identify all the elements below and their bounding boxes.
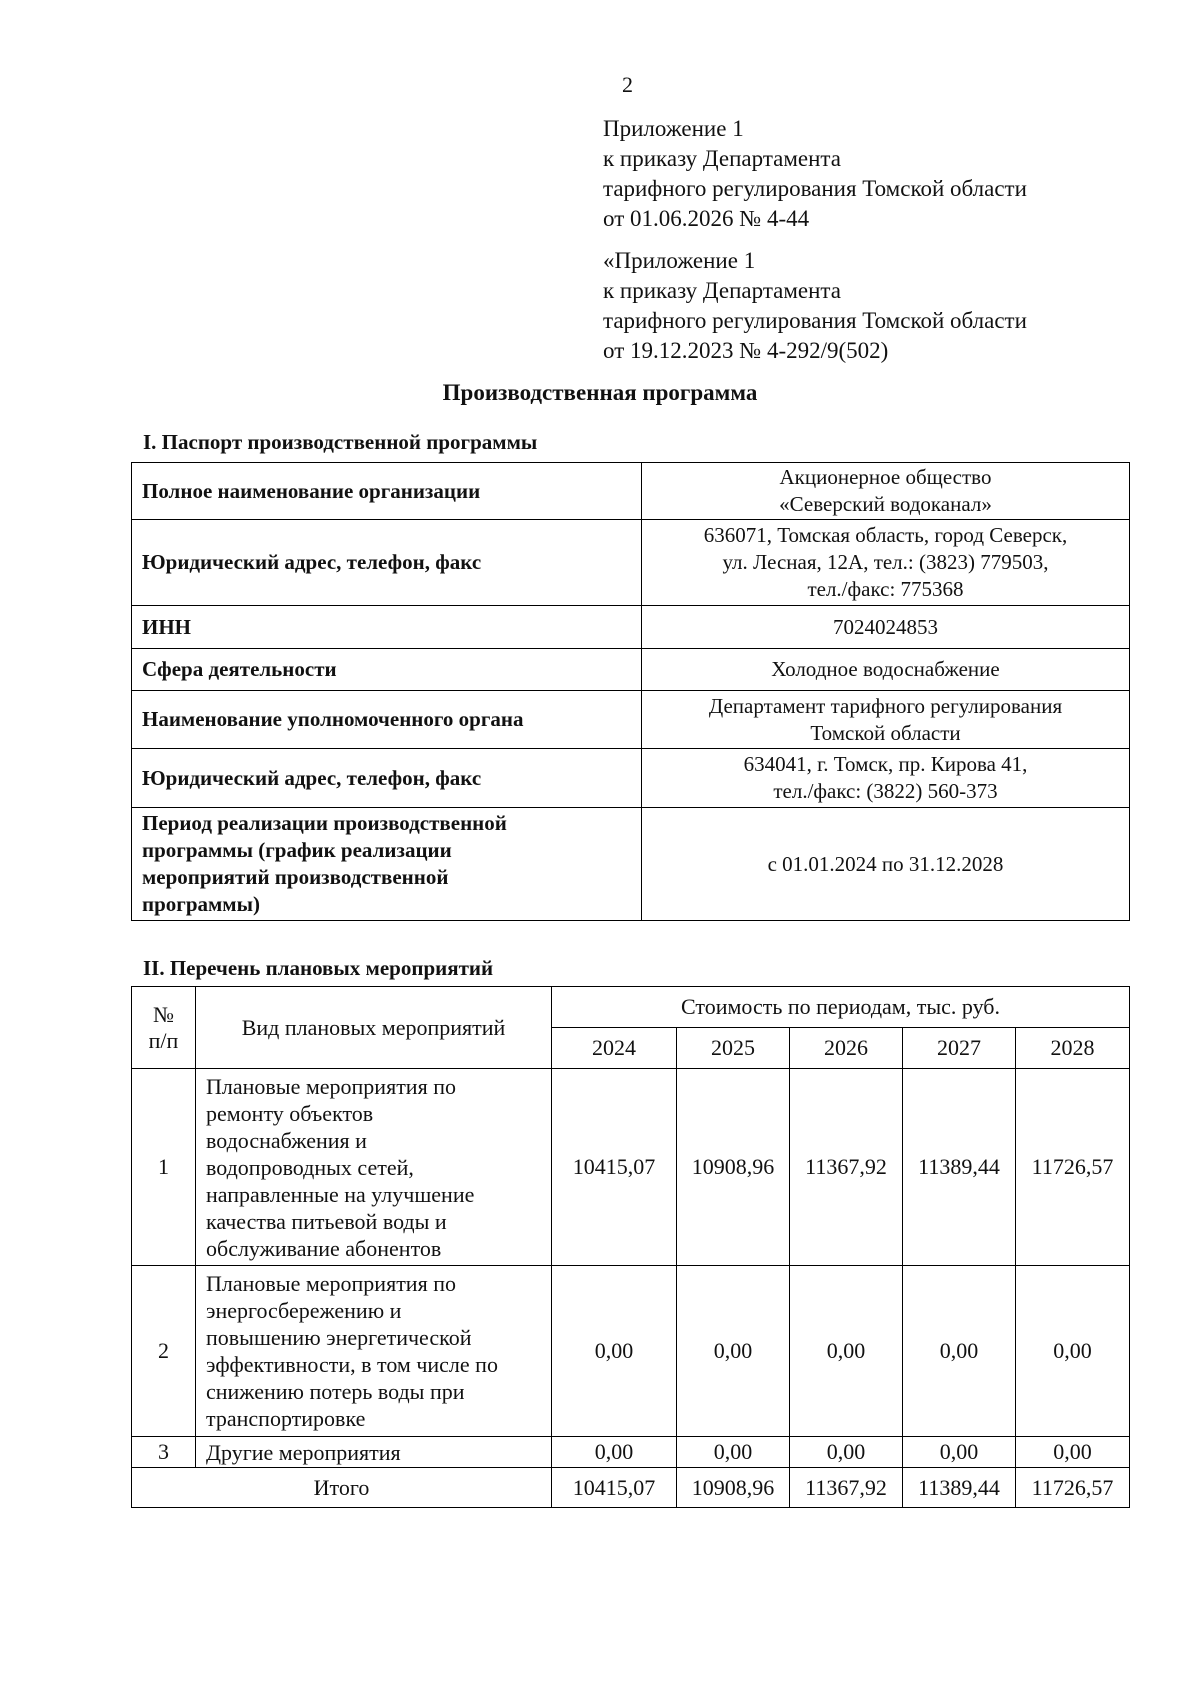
- table-row: [132, 1437, 1130, 1468]
- row-value: 10415,07: [552, 1069, 677, 1266]
- row-value: 11726,57: [1016, 1069, 1130, 1266]
- table-row: [132, 1069, 1130, 1266]
- total-value: 11389,44: [903, 1468, 1016, 1508]
- row-value: 0,00: [1016, 1266, 1130, 1437]
- passport-row: [132, 606, 1130, 649]
- passport-value-line: Холодное водоснабжение: [771, 657, 1000, 681]
- passport-label-line: программы (график реализации: [142, 838, 452, 862]
- row-value: 0,00: [677, 1437, 790, 1468]
- passport-label: Юридический адрес, телефон, факс: [132, 749, 642, 808]
- passport-label: Сфера деятельности: [132, 649, 642, 691]
- row-desc-line: ремонту объектов: [206, 1100, 374, 1126]
- row-desc-line: обслуживание абонентов: [206, 1235, 442, 1261]
- row-value: 11367,92: [790, 1069, 903, 1266]
- row-value: 0,00: [903, 1437, 1016, 1468]
- header-num-line: №: [153, 1001, 174, 1027]
- total-row: [132, 1468, 1130, 1508]
- row-value: 0,00: [790, 1266, 903, 1437]
- passport-value-line: ул. Лесная, 12А, тел.: (3823) 779503,: [722, 550, 1049, 574]
- total-value: 11367,92: [790, 1468, 903, 1508]
- header-year: 2025: [677, 1028, 790, 1069]
- row-value: 0,00: [677, 1266, 790, 1437]
- total-label: Итого: [132, 1468, 552, 1508]
- row-num: 3: [132, 1437, 196, 1468]
- row-desc-line: качества питьевой воды и: [206, 1208, 447, 1234]
- header-cost: Стоимость по периодам, тыс. руб.: [552, 987, 1130, 1028]
- header-type: Вид плановых мероприятий: [196, 987, 552, 1069]
- row-desc-line: Другие мероприятия: [206, 1439, 401, 1465]
- passport-value-line: 7024024853: [833, 614, 938, 639]
- total-value: 10415,07: [552, 1468, 677, 1508]
- passport-value-line: с 01.01.2024 по 31.12.2028: [767, 851, 1004, 876]
- header-num: [132, 987, 196, 1069]
- row-desc-line: снижению потерь воды при: [206, 1379, 465, 1404]
- passport-label-line: Период реализации производственной: [142, 811, 507, 835]
- passport-row: [132, 463, 1130, 520]
- passport-label: Юридический адрес, телефон, факс: [132, 520, 642, 606]
- annex-current-line: тарифного регулирования Томской области: [603, 176, 1027, 201]
- row-value: 0,00: [552, 1437, 677, 1468]
- row-value: 0,00: [903, 1266, 1016, 1437]
- annex-current: [603, 114, 1123, 234]
- annex-current-line: к приказу Департамента: [603, 146, 841, 171]
- row-desc-line: водопроводных сетей,: [206, 1154, 414, 1180]
- passport-value: [642, 691, 1130, 749]
- row-desc-line: Плановые мероприятия по: [206, 1271, 456, 1296]
- passport-value-line: Акционерное общество: [779, 465, 992, 489]
- measures-table: [131, 986, 1130, 1508]
- passport-row: [132, 691, 1130, 749]
- annex-current-line: Приложение 1: [603, 116, 744, 141]
- passport-row: [132, 520, 1130, 606]
- annex-original: [603, 246, 1123, 366]
- document-title: Производственная программа: [442, 380, 758, 405]
- row-num: 1: [132, 1069, 196, 1266]
- annex-original-line: к приказу Департамента: [603, 278, 841, 303]
- passport-label: [132, 808, 642, 921]
- table-row: [132, 1266, 1130, 1437]
- row-desc: [196, 1437, 552, 1468]
- passport-value-line: 636071, Томская область, город Северск,: [703, 523, 1068, 547]
- passport-value: [642, 520, 1130, 606]
- annex-original-line: от 19.12.2023 № 4-292/9(502): [603, 338, 889, 363]
- passport-value-line: Департамент тарифного регулирования: [708, 693, 1063, 718]
- row-desc: [196, 1069, 552, 1266]
- passport-table: [131, 462, 1130, 921]
- passport-label-line: программы): [142, 892, 260, 916]
- passport-row: [132, 749, 1130, 808]
- passport-label: Наименование уполномоченного органа: [132, 691, 642, 749]
- row-desc: [196, 1266, 552, 1437]
- row-desc-line: энергосбережению и: [206, 1298, 402, 1323]
- total-value: 11726,57: [1016, 1468, 1130, 1508]
- passport-label: Полное наименование организации: [132, 463, 642, 520]
- annex-current-line: от 01.06.2026 № 4-44: [603, 206, 810, 231]
- passport-value-line: Томской области: [810, 720, 961, 745]
- passport-row: [132, 649, 1130, 691]
- row-desc-line: направленные на улучшение: [206, 1181, 475, 1207]
- page-number: 2: [622, 72, 633, 97]
- header-num-line: п/п: [148, 1027, 179, 1053]
- section2-heading: II. Перечень плановых мероприятий: [143, 956, 494, 980]
- annex-original-line: тарифного регулирования Томской области: [603, 308, 1027, 333]
- row-desc-line: эффективности, в том числе по: [206, 1352, 498, 1377]
- passport-value-line: 634041, г. Томск, пр. Кирова 41,: [743, 752, 1028, 776]
- header-year: 2028: [1016, 1028, 1130, 1069]
- row-num: 2: [132, 1266, 196, 1437]
- passport-value-line: тел./факс: (3822) 560-373: [773, 779, 998, 803]
- section1-heading: I. Паспорт производственной программы: [143, 430, 538, 454]
- header-year: 2024: [552, 1028, 677, 1069]
- row-desc-line: повышению энергетической: [206, 1325, 472, 1350]
- annex-original-line: «Приложение 1: [603, 248, 756, 273]
- row-value: 0,00: [552, 1266, 677, 1437]
- passport-label-line: мероприятий производственной: [142, 865, 449, 889]
- row-desc-line: транспортировке: [206, 1406, 366, 1431]
- row-desc-line: водоснабжения и: [206, 1127, 367, 1153]
- row-desc-line: Плановые мероприятия по: [206, 1073, 456, 1099]
- passport-value-line: тел./факс: 775368: [807, 577, 964, 601]
- total-value: 10908,96: [677, 1468, 790, 1508]
- passport-value: [642, 649, 1130, 691]
- passport-value: [642, 749, 1130, 808]
- passport-value-line: «Северский водоканал»: [779, 492, 992, 516]
- header-year: 2027: [903, 1028, 1016, 1069]
- header-row: [132, 987, 1130, 1028]
- passport-row: [132, 808, 1130, 921]
- row-value: 0,00: [790, 1437, 903, 1468]
- header-year: 2026: [790, 1028, 903, 1069]
- row-value: 11389,44: [903, 1069, 1016, 1266]
- row-value: 0,00: [1016, 1437, 1130, 1468]
- passport-value: [642, 606, 1130, 649]
- passport-value: [642, 808, 1130, 921]
- row-value: 10908,96: [677, 1069, 790, 1266]
- passport-value: [642, 463, 1130, 520]
- passport-label: ИНН: [132, 606, 642, 649]
